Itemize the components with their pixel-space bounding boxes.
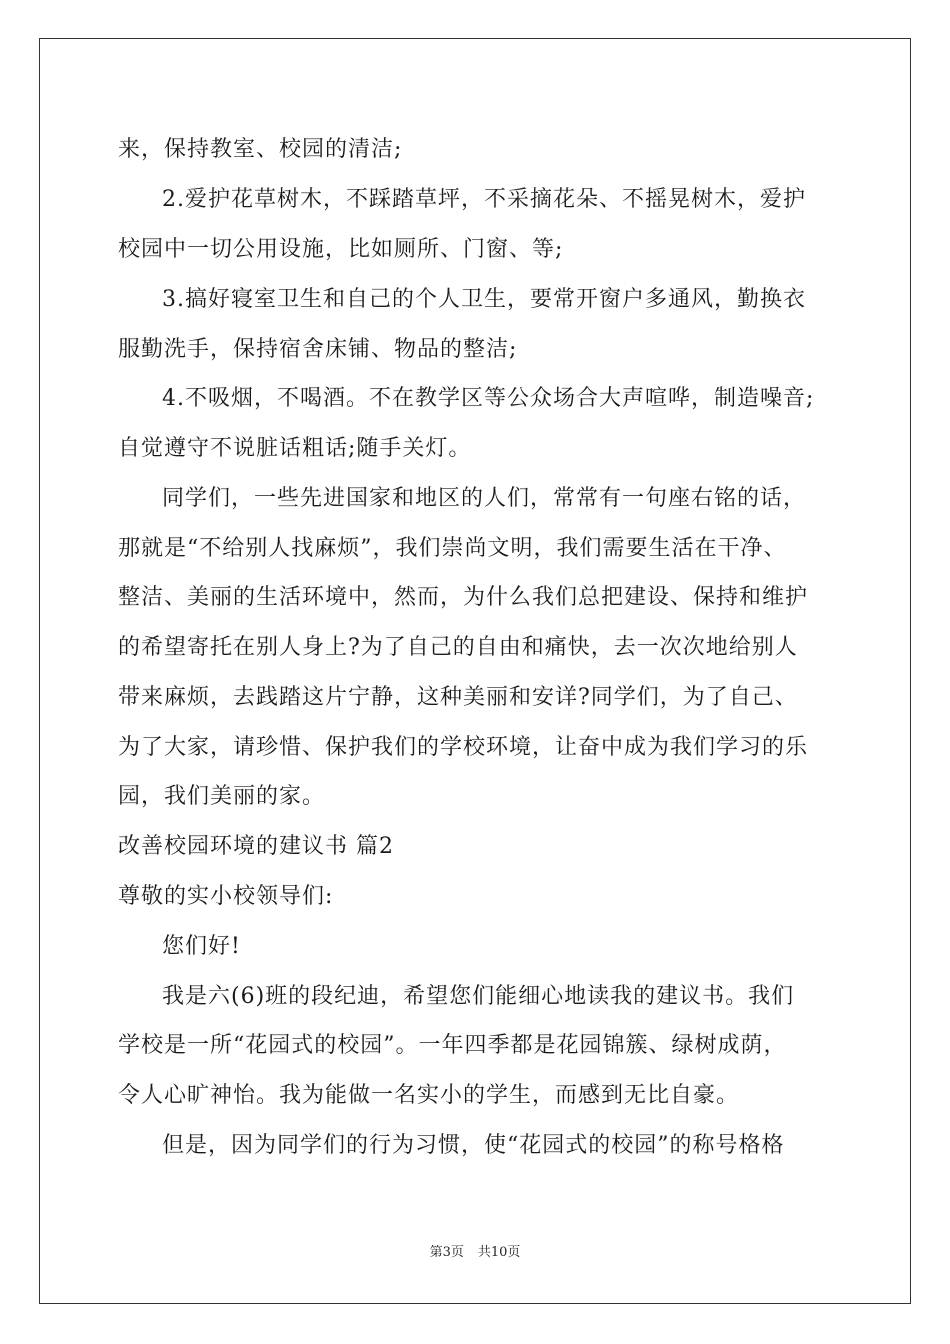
text-line: 令人心旷神怡。我为能做一名实小的学生，而感到无比自豪。 [118, 1083, 740, 1108]
text-line: 整洁、美丽的生活环境中，然而，为什么我们总把建设、保持和维护 [118, 585, 809, 610]
text-line: 我是六(6)班的段纪迪，希望您们能细心地读我的建议书。我们 [162, 984, 795, 1009]
page-number: 第3页 [429, 1245, 464, 1260]
page-total: 共10页 [477, 1245, 521, 1260]
text-line: 学校是一所“花园式的校园”。一年四季都是花园锦簇、绿树成荫， [118, 1033, 787, 1058]
text-line: 带来麻烦，去践踏这片宁静，这种美丽和安详?同学们，为了自己、 [118, 685, 798, 710]
text-line: 同学们，一些先进国家和地区的人们，常常有一句座右铭的话， [162, 486, 807, 511]
text-line: 的希望寄托在别人身上?为了自己的自由和痛快，去一次次地给别人 [118, 635, 798, 660]
text-line: 3.搞好寝室卫生和自己的个人卫生，要常开窗户多通风，勤换衣 [162, 287, 806, 312]
section-heading: 改善校园环境的建议书 篇2 [118, 834, 394, 859]
salutation: 尊敬的实小校领导们: [118, 884, 334, 909]
text-line: 为了大家，请珍惜、保护我们的学校环境，让奋中成为我们学习的乐 [118, 735, 809, 760]
greeting: 您们好! [162, 934, 241, 959]
text-line: 4.不吸烟，不喝酒。不在教学区等公众场合大声喧哗，制造噪音; [162, 386, 815, 411]
text-line: 自觉遵守不说脏话粗话;随手关灯。 [118, 436, 472, 461]
text-line: 2.爱护花草树木，不踩踏草坪，不采摘花朵、不摇晃树木，爱护 [162, 187, 806, 212]
text-line: 服勤洗手，保持宿舍床铺、物品的整洁; [118, 337, 518, 362]
text-line: 校园中一切公用设施，比如厕所、门窗、等; [118, 237, 564, 262]
text-line: 但是，因为同学们的行为习惯，使“花园式的校园”的称号格格 [162, 1133, 785, 1158]
page-footer [0, 1244, 950, 1262]
text-line: 园，我们美丽的家。 [118, 784, 326, 809]
page-border [39, 38, 911, 1304]
text-line: 那就是“不给别人找麻烦”，我们崇尚文明，我们需要生活在干净、 [118, 536, 787, 561]
text-line: 来，保持教室、校园的清洁; [118, 137, 403, 162]
